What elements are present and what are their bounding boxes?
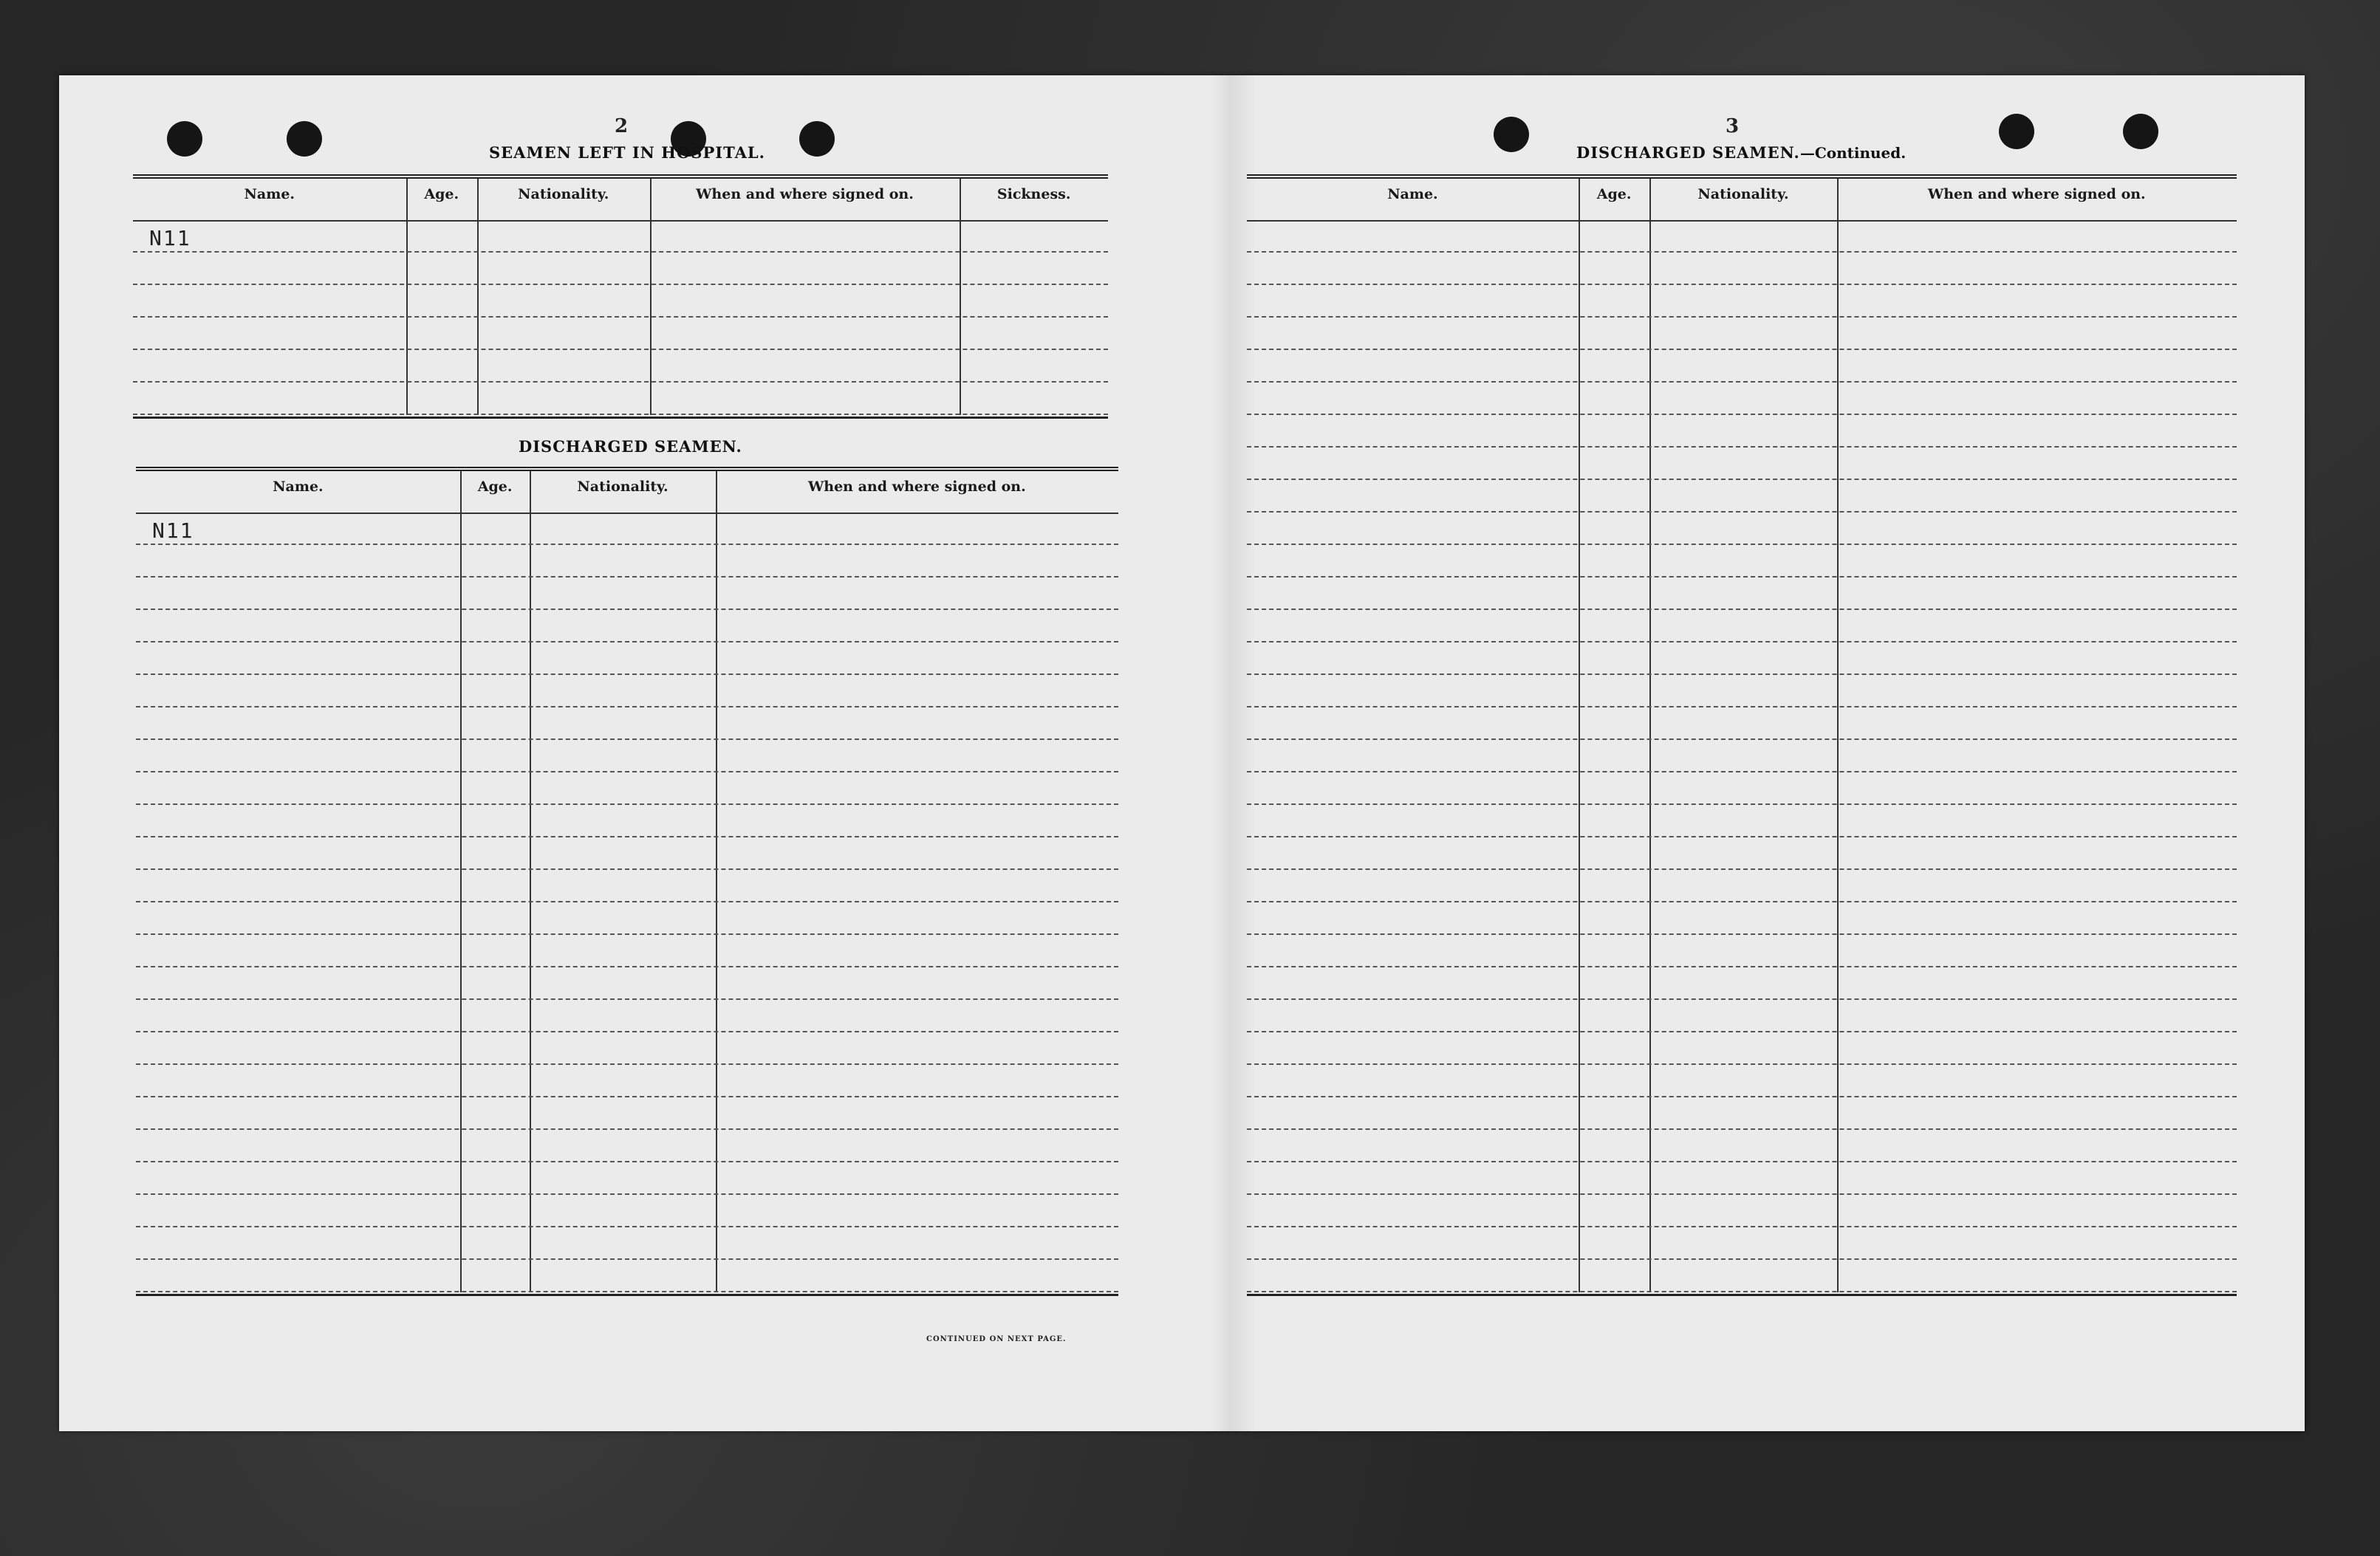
ledger-row <box>1247 253 2237 285</box>
ledger-row <box>136 740 1118 772</box>
ledger-row <box>133 253 1108 285</box>
ledger-row <box>1247 772 2237 805</box>
ledger-row <box>1247 610 2237 642</box>
ledger-row <box>136 513 1118 545</box>
column-header: Age. <box>477 479 513 495</box>
punch-hole <box>287 121 322 157</box>
ledger-row <box>136 1065 1118 1097</box>
ledger-row <box>136 1000 1118 1032</box>
column-header: Name. <box>1387 186 1438 202</box>
ledger-row <box>1247 285 2237 318</box>
ledger-row <box>133 285 1108 318</box>
ledger-row <box>136 1227 1118 1260</box>
table-top-rule <box>136 467 1118 471</box>
ledger-row <box>136 1032 1118 1065</box>
discharged-continued-table <box>1247 174 2237 1332</box>
ledger-row <box>136 545 1118 577</box>
ledger-row <box>1247 1000 2237 1032</box>
ledger-row <box>1247 318 2237 350</box>
ledger-row <box>136 577 1118 610</box>
ledger-row <box>1247 1065 2237 1097</box>
column-header: Nationality. <box>1697 186 1789 202</box>
ledger-row <box>1247 675 2237 707</box>
right-page-number: 3 <box>1726 115 1740 137</box>
ledger-row <box>1247 967 2237 1000</box>
ledger-row <box>1247 707 2237 740</box>
ledger-row <box>136 967 1118 1000</box>
column-header: When and where signed on. <box>696 186 914 202</box>
ledger-row <box>136 1260 1118 1292</box>
document-spread <box>59 75 2305 1431</box>
column-header: When and where signed on. <box>1927 186 2146 202</box>
column-header: When and where signed on. <box>807 479 1026 495</box>
table-bottom-rule <box>136 1294 1118 1296</box>
ledger-row <box>136 1130 1118 1162</box>
column-header: Age. <box>1596 186 1632 202</box>
table-bottom-rule <box>133 417 1108 419</box>
handwritten-entry: N11 <box>152 518 194 543</box>
ledger-row <box>1247 870 2237 902</box>
column-header: Nationality. <box>577 479 668 495</box>
column-header: Age. <box>424 186 459 202</box>
ledger-row <box>136 837 1118 870</box>
punch-hole <box>167 121 202 157</box>
column-header: Name. <box>273 479 324 495</box>
column-header: Sickness. <box>996 186 1071 202</box>
ledger-row <box>1247 1260 2237 1292</box>
handwritten-entry: N11 <box>149 226 191 250</box>
ledger-row <box>1247 220 2237 253</box>
continued-note: CONTINUED ON NEXT PAGE. <box>926 1335 1067 1343</box>
ledger-row <box>1247 350 2237 383</box>
ledger-row <box>133 350 1108 383</box>
hospital-section-title: SEAMEN LEFT IN HOSPITAL. <box>489 143 765 162</box>
ledger-row <box>1247 642 2237 675</box>
ledger-row <box>136 1162 1118 1195</box>
ledger-row <box>136 1195 1118 1227</box>
ledger-row <box>1247 577 2237 610</box>
ledger-row <box>136 1097 1118 1130</box>
ledger-row <box>1247 1032 2237 1065</box>
ledger-row <box>133 220 1108 253</box>
ledger-row <box>133 383 1108 415</box>
ledger-row <box>1247 902 2237 935</box>
ledger-row <box>136 610 1118 642</box>
discharged-table <box>136 467 1118 1331</box>
ledger-row <box>136 675 1118 707</box>
table-bottom-rule <box>1247 1294 2237 1296</box>
left-page-number: 2 <box>615 115 629 137</box>
ledger-row <box>1247 1227 2237 1260</box>
ledger-row <box>1247 935 2237 967</box>
ledger-row <box>1247 837 2237 870</box>
ledger-row <box>136 642 1118 675</box>
ledger-row <box>1247 448 2237 480</box>
punch-hole <box>799 121 835 157</box>
ledger-row <box>1247 545 2237 577</box>
discharged-continued-title <box>1576 143 1906 162</box>
ledger-row <box>1247 480 2237 513</box>
ledger-row <box>136 902 1118 935</box>
ledger-row <box>1247 805 2237 837</box>
title-continued: —Continued. <box>1799 144 1907 162</box>
ledger-row <box>136 707 1118 740</box>
ledger-row <box>136 805 1118 837</box>
column-header: Name. <box>244 186 295 202</box>
ledger-row <box>1247 513 2237 545</box>
ledger-row <box>1247 1162 2237 1195</box>
ledger-row <box>136 935 1118 967</box>
ledger-row <box>1247 415 2237 448</box>
ledger-row <box>133 318 1108 350</box>
column-header: Nationality. <box>518 186 609 202</box>
punch-hole <box>1999 114 2034 149</box>
title-main: DISCHARGED SEAMEN. <box>1576 143 1800 162</box>
ledger-row <box>1247 740 2237 772</box>
ledger-row <box>136 870 1118 902</box>
table-top-rule <box>1247 174 2237 179</box>
ledger-row <box>1247 1097 2237 1130</box>
discharged-section-title: DISCHARGED SEAMEN. <box>519 437 742 456</box>
punch-hole <box>2123 114 2158 149</box>
table-top-rule <box>133 174 1108 179</box>
ledger-row <box>136 772 1118 805</box>
ledger-row <box>1247 1130 2237 1162</box>
ledger-row <box>1247 1195 2237 1227</box>
ledger-row <box>1247 383 2237 415</box>
punch-hole <box>1494 117 1529 152</box>
